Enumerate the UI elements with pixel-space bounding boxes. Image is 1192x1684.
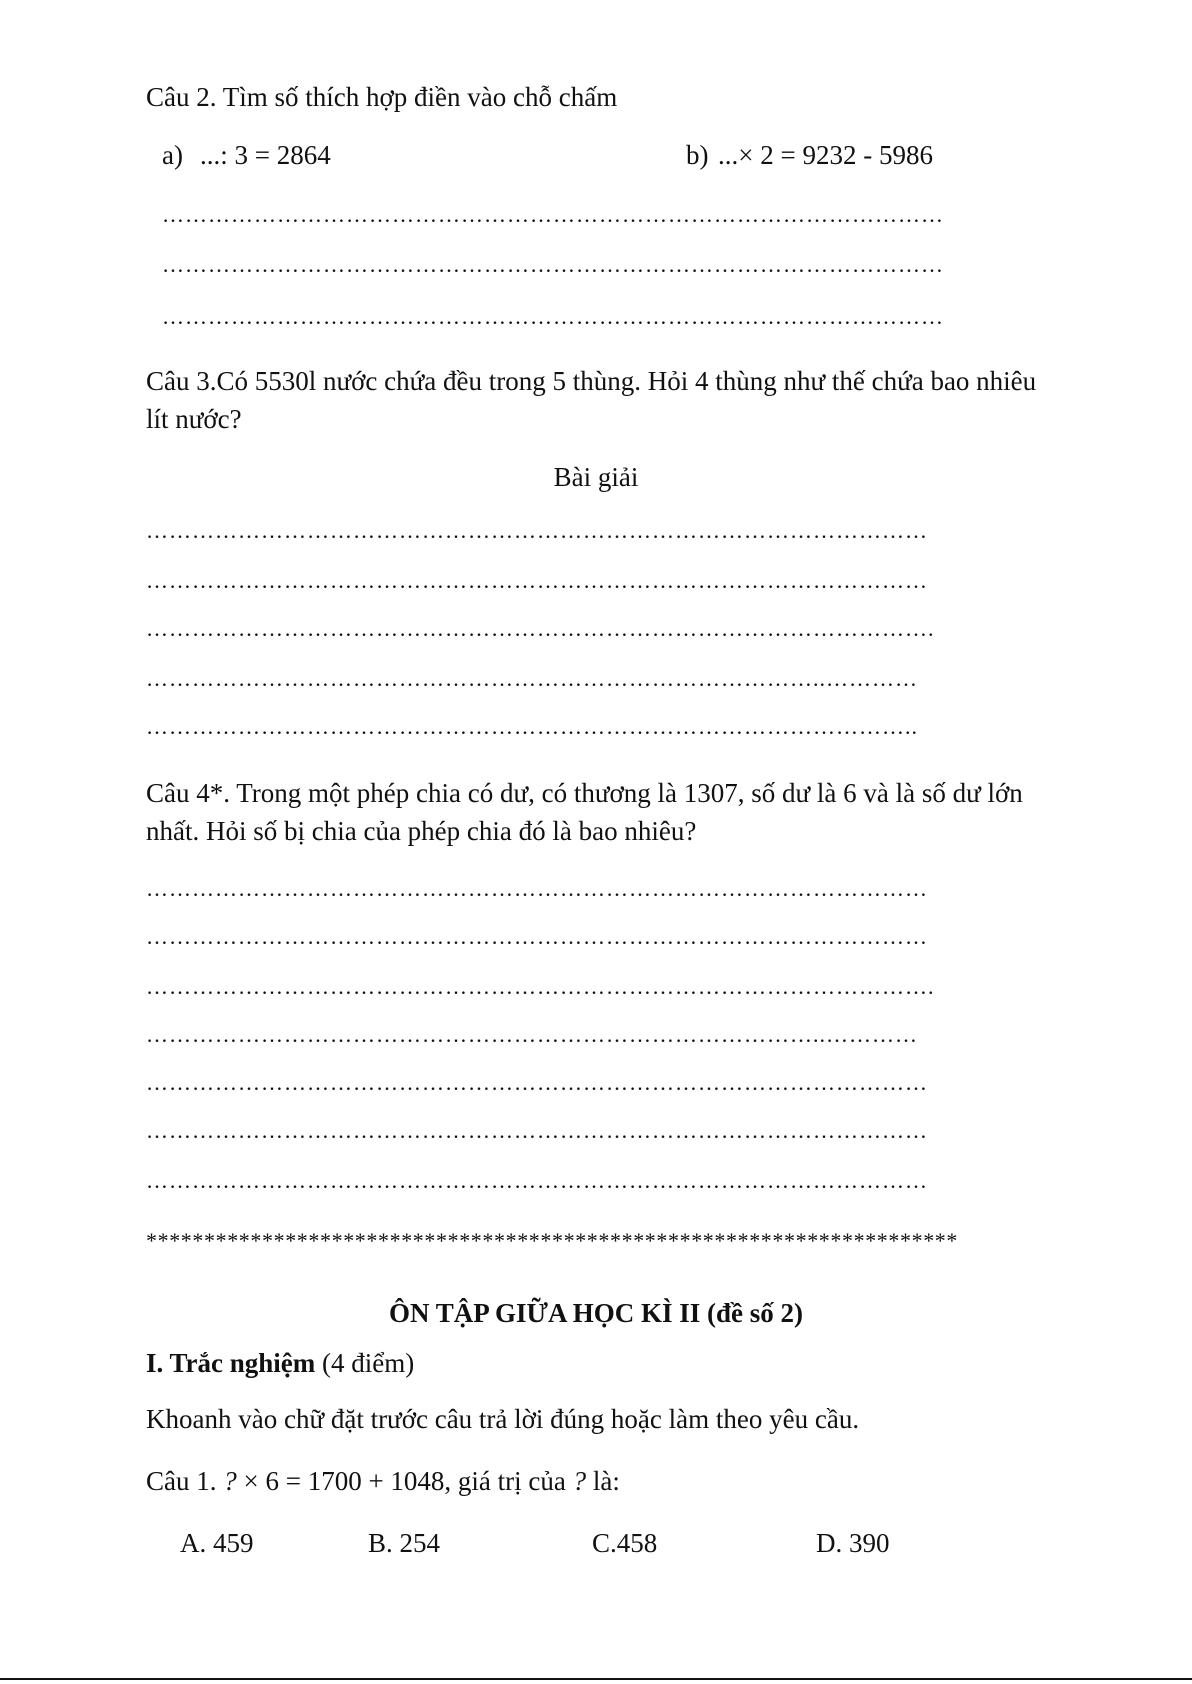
question-2a-expression: ...: 3 = 2864	[200, 140, 331, 170]
answer-line: ……………………………………………………………………………..…………	[146, 1024, 918, 1046]
section-title: ÔN TẬP GIỮA HỌC KÌ II (đề số 2)	[388, 1298, 804, 1328]
question-2b-expression: ...× 2 = 9232 - 5986	[718, 140, 933, 170]
answer-line: …………………………………………………………………………………………	[162, 306, 944, 328]
option-a[interactable]: A. 459	[180, 1528, 254, 1558]
answer-line: ………………………………………………………………………………………..	[146, 716, 918, 738]
answer-line: …………………………………………………………………………………………	[146, 570, 928, 592]
instruction-text: Khoanh vào chữ đặt trước câu trả lời đúng hoặc làm theo yêu cầu.	[146, 1404, 860, 1434]
unknown-symbol: ?	[223, 1466, 237, 1496]
option-c[interactable]: C.458	[592, 1528, 658, 1558]
unknown-symbol: ?	[572, 1466, 587, 1496]
answer-line: ……………………………………………………………………………..…………	[146, 668, 918, 690]
solution-heading: Bài giải	[553, 462, 639, 492]
answer-line: …………………………………………………………………………………………	[162, 204, 944, 226]
answer-line: ………………………………………………………………………………………….	[146, 618, 935, 640]
answer-line: …………………………………………………………………………………………	[146, 1120, 928, 1142]
question-3-line-1: Câu 3.Có 5530l nước chứa đều trong 5 thùng. Hỏi 4 thùng như thế chứa bao nhiêu	[146, 366, 1037, 396]
part-1-label: I. Trắc nghiệm	[146, 1348, 316, 1378]
question-2a-label: a)	[162, 140, 183, 170]
question-3-line-2: lít nước?	[146, 404, 242, 434]
answer-line: ………………………………………………………………………………………….	[146, 976, 935, 998]
answer-line: …………………………………………………………………………………………	[146, 878, 928, 900]
question-4-line-2: nhất. Hỏi số bị chia của phép chia đó là bao nhiêu?	[146, 816, 697, 846]
part-1-heading	[146, 1350, 414, 1377]
question-1	[146, 1468, 620, 1495]
option-b[interactable]: B. 254	[368, 1528, 441, 1558]
question-1-suffix: là:	[586, 1466, 620, 1496]
question-2-title: Câu 2. Tìm số thích hợp điền vào chỗ chấm	[146, 82, 618, 112]
answer-line: …………………………………………………………………………………………	[146, 1072, 928, 1094]
option-d[interactable]: D. 390	[816, 1528, 890, 1558]
page-bottom-rule	[0, 1678, 1192, 1680]
answer-line: …………………………………………………………………………………………	[146, 520, 928, 542]
part-1-points: (4 điểm)	[315, 1348, 415, 1378]
answer-line: …………………………………………………………………………………………	[162, 254, 944, 276]
section-separator: **********************************************************************	[146, 1230, 958, 1252]
answer-line: …………………………………………………………………………………………	[146, 1170, 928, 1192]
question-2b-label: b)	[686, 140, 709, 170]
question-1-expression: × 6 = 1700 + 1048, giá trị của	[236, 1466, 573, 1496]
question-4-line-1: Câu 4*. Trong một phép chia có dư, có thương là 1307, số dư là 6 và là số dư lớn	[146, 778, 1023, 808]
answer-line: …………………………………………………………………………………………	[146, 926, 928, 948]
question-1-prefix: Câu 1.	[146, 1466, 224, 1496]
